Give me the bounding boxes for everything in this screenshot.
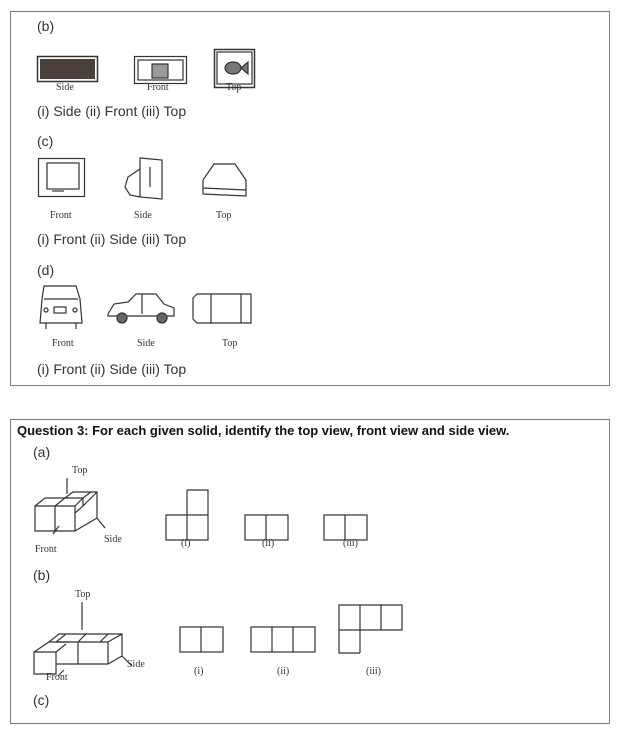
option-label: (iii) (343, 538, 358, 549)
view-label: Front (52, 338, 74, 349)
option-label: (ii) (277, 666, 290, 677)
option-view-i (165, 489, 210, 542)
car-side-image (106, 292, 176, 326)
solid-b-figure (34, 602, 129, 674)
car-front-image (38, 285, 84, 331)
top-label: Top (75, 589, 91, 600)
car-top-image (191, 293, 253, 325)
part-label-a: (a) (33, 444, 51, 460)
option-view-iii (338, 604, 404, 654)
solid-a-figure (35, 478, 105, 538)
question-3-title: Question 3: For each given solid, identify the top view, front view and side view. (17, 423, 510, 438)
answer-text: (i) Front (ii) Side (iii) Top (37, 231, 187, 247)
option-view-i (179, 626, 225, 654)
tv-front-image (38, 158, 86, 200)
answer-text: (i) Front (ii) Side (iii) Top (37, 361, 187, 377)
part-label-b-q3: (b) (33, 567, 51, 583)
view-label: Front (50, 210, 72, 221)
tv-top-image (202, 162, 248, 198)
view-label: Top (216, 210, 232, 221)
part-label-d: (d) (37, 262, 55, 278)
side-label: Side (104, 534, 122, 545)
question-3-box (10, 419, 610, 724)
top-label: Top (72, 465, 88, 476)
view-label: Side (56, 82, 74, 93)
side-label: Side (127, 659, 145, 670)
side-view-image (37, 56, 99, 84)
front-label: Front (35, 544, 57, 555)
view-label: Front (147, 82, 169, 93)
part-label-b: (b) (37, 18, 55, 34)
option-view-ii (250, 626, 317, 654)
option-label: (ii) (262, 538, 275, 549)
tv-side-image (120, 157, 164, 201)
view-label: Side (137, 338, 155, 349)
option-label: (i) (194, 666, 204, 677)
front-label: Front (46, 672, 68, 683)
view-label: Top (222, 338, 238, 349)
answer-box-question-2 (10, 11, 610, 386)
answer-text: (i) Side (ii) Front (iii) Top (37, 103, 187, 119)
view-label: Top (226, 82, 242, 93)
part-label-c-q3: (c) (33, 692, 50, 708)
option-label: (iii) (366, 666, 381, 677)
view-label: Side (134, 210, 152, 221)
option-label: (i) (181, 538, 191, 549)
part-label-c: (c) (37, 133, 54, 149)
